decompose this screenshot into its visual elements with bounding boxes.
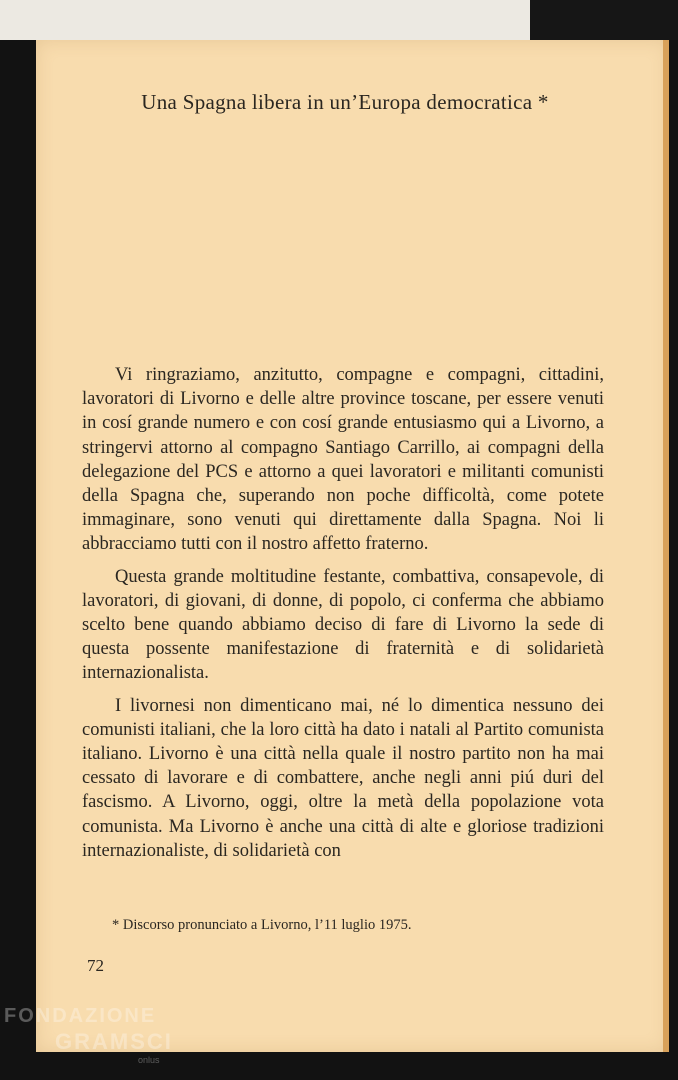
paragraph: I livornesi non dimenticano mai, né lo dimentica nessuno dei comunisti italiani, che la loro città ha dato i natali al Partito comunista italiano. Livorno è una città nella quale il nostro partito non ha mai cessato di lavorare e di combattere, anche negli anni piú duri del fascismo. A Livorno, oggi, oltre la metà della popolazione vota comunista. Ma Livorno è anche una città di alte e gloriose tradizioni internazionaliste, di solidarietà con — [82, 695, 604, 861]
watermark-logo — [0, 1003, 173, 1065]
scan-top-border — [0, 0, 530, 40]
page-title: Una Spagna libera in un’Europa democratica * — [141, 90, 549, 114]
watermark-subtext: onlus — [138, 1055, 160, 1065]
scan-right-border — [530, 0, 678, 40]
paragraph: Questa grande moltitudine festante, combattiva, consapevole, di lavoratori, di giovani, di donne, di popolo, ci conferma che abbiamo scelto bene quando abbiamo deciso di fare di Livorno la sede di questa possente manifestazione di fraternità e di solidarietà internazionalista. — [82, 566, 604, 684]
page-edge — [663, 40, 669, 1052]
page-number: 72 — [87, 956, 104, 975]
body-text — [82, 363, 604, 863]
watermark-line-1: FONDAZIONE — [4, 1005, 157, 1027]
paragraph: Vi ringraziamo, anzitutto, compagne e compagni, cittadini, lavoratori di Livorno e delle altre province toscane, per essere venuti in cosí grande numero e con cosí grande entusiasmo qui a Livorno, a stringervi attorno al compagno Santiago Carrillo, ai compagni della delegazione del PCS e attorno a quei lavoratori e militanti comunisti della Spagna che, superando non poche difficoltà, come potete immaginare, sono venuti qui direttamente dalla Spagna. Noi li abbracciamo tutti con il nostro affetto fraterno. — [82, 365, 604, 555]
watermark-line-2: GRAMSCI — [55, 1029, 173, 1054]
footnote: * Discorso pronunciato a Livorno, l’11 luglio 1975. — [112, 917, 412, 933]
